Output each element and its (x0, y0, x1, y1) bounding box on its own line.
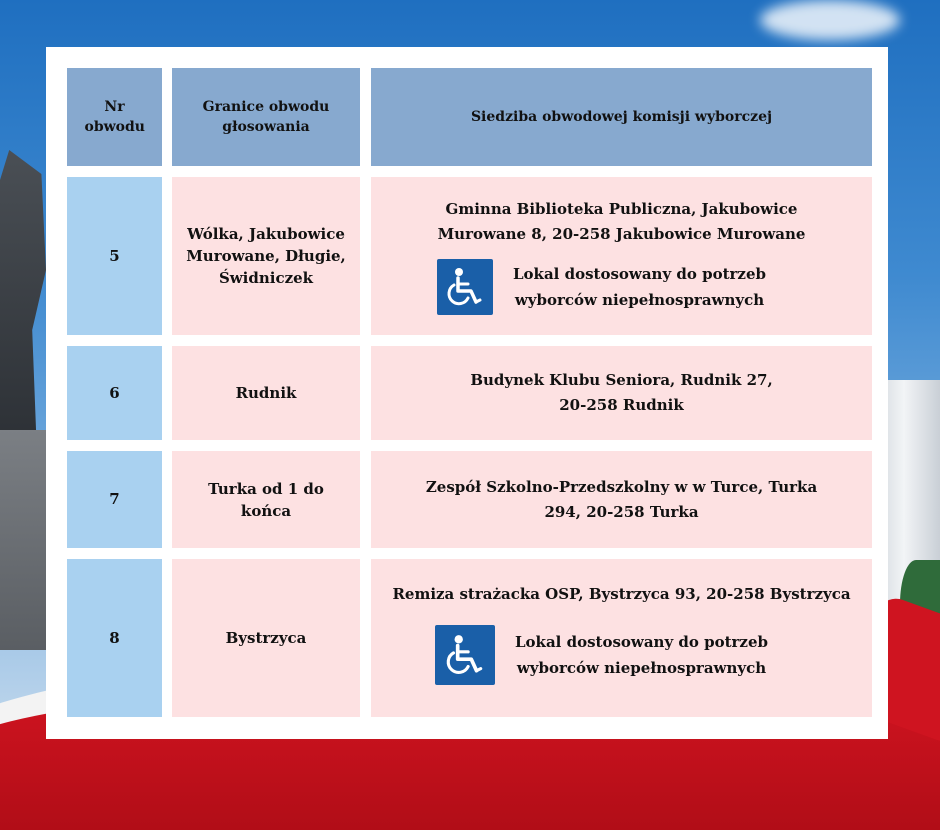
background-cloud (760, 0, 900, 40)
row-siedziba-line2: Murowane 8, 20-258 Jakubowice Murowane (437, 225, 806, 243)
table-row-6-granice (172, 346, 360, 440)
row-number: 7 (109, 490, 120, 508)
table-row-5-granice (172, 177, 360, 335)
accessibility-line1: Lokal dostosowany do potrzeb (515, 632, 768, 651)
row-granice: Turka od 1 do końca (208, 479, 324, 520)
header-siedziba-label: Siedziba obwodowej komisji wyborczej (470, 109, 773, 125)
table-row-7-granice (172, 451, 360, 548)
table-row-8-siedziba (371, 559, 872, 717)
row-siedziba-line1: Remiza strażacka OSP, Bystrzyca 93, 20-258 Bystrzyca (392, 584, 851, 603)
wheelchair-icon (437, 259, 493, 315)
header-granice (172, 68, 360, 166)
row-granice: Rudnik (235, 383, 297, 402)
row-siedziba-line2: 20-258 Rudnik (559, 396, 684, 414)
row-siedziba-line1: Zespół Szkolno-Przedszkolny w w Turce, Turka (425, 477, 818, 496)
table-row-8-nr (67, 559, 162, 717)
background-monument (0, 430, 50, 650)
row-siedziba-line1: Budynek Klubu Seniora, Rudnik 27, (470, 371, 773, 389)
accessibility-note (435, 625, 768, 685)
table-row-7-siedziba (371, 451, 872, 548)
row-siedziba-line2: 294, 20-258 Turka (544, 502, 699, 521)
header-siedziba (371, 68, 872, 166)
wheelchair-icon (435, 625, 495, 685)
row-number: 8 (109, 628, 120, 647)
table-row-5-nr (67, 177, 162, 335)
row-siedziba-line1: Gminna Biblioteka Publiczna, Jakubowice (445, 200, 798, 218)
header-nr-label: Nr obwodu (84, 99, 145, 135)
accessibility-line2: wyborców niepełnosprawnych (514, 291, 765, 309)
accessibility-note (437, 259, 766, 315)
table-row-6-siedziba (371, 346, 872, 440)
table-row-6-nr (67, 346, 162, 440)
accessibility-line2: wyborców niepełnosprawnych (516, 658, 767, 677)
accessibility-line1: Lokal dostosowany do potrzeb (513, 265, 766, 283)
table-card (46, 47, 888, 739)
table-row-8-granice (172, 559, 360, 717)
accessibility-text (515, 629, 768, 681)
accessibility-text (513, 261, 766, 313)
row-number: 6 (109, 383, 120, 402)
row-granice: Bystrzyca (225, 628, 307, 647)
row-number: 5 (109, 246, 120, 265)
table-row-5-siedziba (371, 177, 872, 335)
row-granice: Wólka, Jakubowice Murowane, Długie, Świdniczek (186, 225, 346, 287)
header-granice-label: Granice obwodu głosowania (202, 99, 330, 135)
header-nr (67, 68, 162, 166)
table-row-7-nr (67, 451, 162, 548)
